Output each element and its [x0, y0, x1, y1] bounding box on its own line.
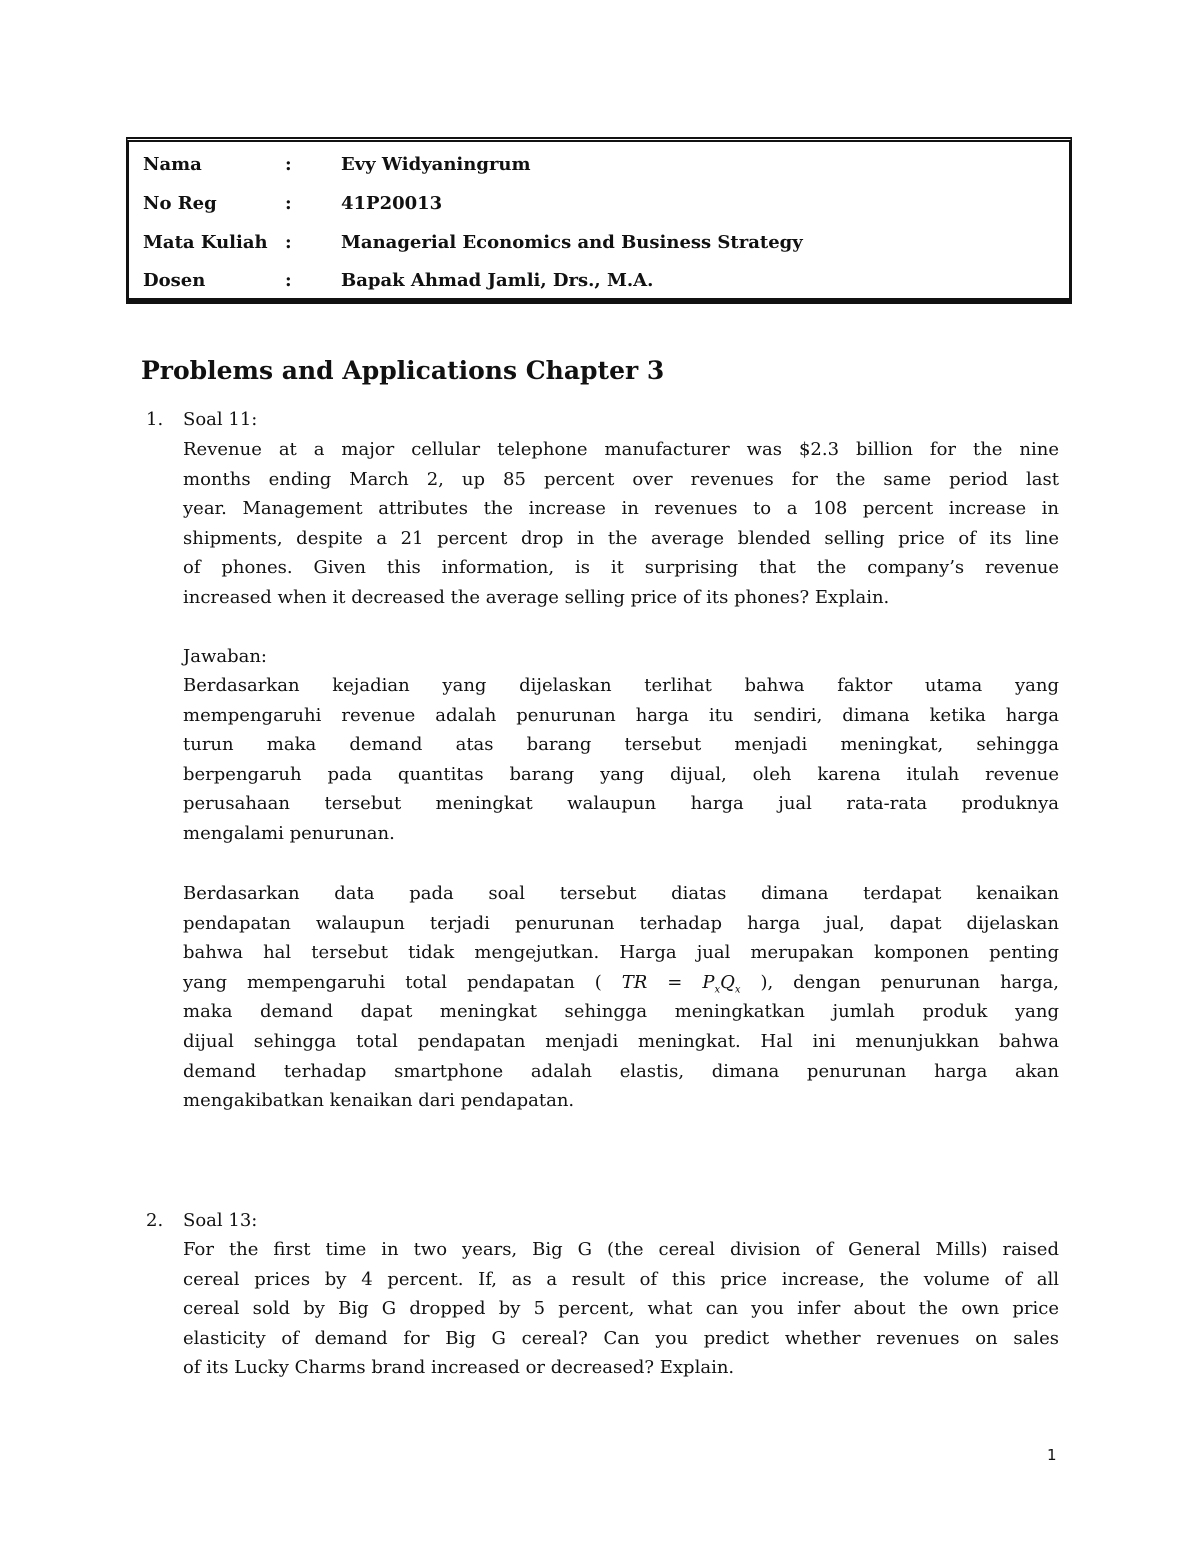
text: yang mempengaruhi total pendapatan ( — [183, 971, 602, 993]
question-text-line: of its Lucky Charms brand increased or decreased? Explain. — [183, 1357, 735, 1379]
formula-equals: = — [667, 971, 683, 993]
answer-text-line: pendapatan walaupun terjadi penurunan terhadap harga jual, dapat dijelaskan — [183, 912, 1059, 934]
question-text-line: shipments, despite a 21 percent drop in the average blended selling price of its line — [183, 527, 1059, 549]
answer-text-line: mengakibatkan kenaikan dari pendapatan. — [183, 1090, 575, 1112]
student-info-box — [126, 137, 1072, 304]
info-label: Mata Kuliah — [143, 232, 268, 253]
info-label: Nama — [143, 154, 202, 175]
question-text-line: For the first time in two years, Big G (the cereal division of General Mills) raised — [183, 1239, 1059, 1260]
text: ), dengan penurunan harga, — [760, 971, 1059, 993]
answer-text-line: demand terhadap smartphone adalah elastis, dimana penurunan harga akan — [183, 1060, 1059, 1082]
question-text-line: of phones. Given this information, is it surprising that the company’s revenue — [183, 557, 1059, 579]
formula-tr: TR — [621, 971, 648, 993]
page-title: Problems and Applications Chapter 3 — [141, 356, 665, 385]
answer-text-line: perusahaan tersebut meningkat walaupun harga jual rata-rata produknya — [183, 793, 1059, 815]
formula-p: P — [702, 971, 715, 993]
question-text-line: cereal sold by Big G dropped by 5 percent, what can you infer about the own price — [183, 1298, 1059, 1320]
answer-text-line: maka demand dapat meningkat sehingga meningkatkan jumlah produk yang — [183, 1001, 1059, 1023]
question-text-line: increased when it decreased the average selling price of its phones? Explain. — [183, 587, 890, 608]
answer-text-line: mengalami penurunan. — [183, 823, 395, 844]
info-colon: : — [285, 193, 292, 214]
question-text-line: elasticity of demand for Big G cereal? Can you predict whether revenues on sales — [183, 1327, 1059, 1349]
page-number: 1 — [1047, 1446, 1057, 1464]
answer-text-line: Berdasarkan kejadian yang dijelaskan terlihat bahwa faktor utama yang — [183, 675, 1059, 696]
info-label: Dosen — [143, 270, 206, 291]
answer-formula-line — [183, 972, 1059, 1002]
answer-text-line: dijual sehingga total pendapatan menjadi meningkat. Hal ini menunjukkan bahwa — [183, 1031, 1059, 1052]
answer-text-line: berpengaruh pada quantitas barang yang dijual, oleh karena itulah revenue — [183, 763, 1059, 785]
formula-sub: x — [714, 984, 721, 996]
info-colon: : — [285, 154, 292, 175]
question-text-line: Revenue at a major cellular telephone manufacturer was $2.3 billion for the nine — [183, 439, 1059, 460]
answer-text-line: mempengaruhi revenue adalah penurunan harga itu sendiri, dimana ketika harga — [183, 704, 1059, 726]
question-number: 1. — [146, 409, 164, 430]
question-text-line: cereal prices by 4 percent. If, as a result of this price increase, the volume of all — [183, 1268, 1059, 1290]
formula-pq — [702, 971, 741, 996]
info-value: Managerial Economics and Business Strategy — [341, 232, 803, 253]
info-value: Bapak Ahmad Jamli, Drs., M.A. — [341, 270, 654, 291]
info-value: Evy Widyaningrum — [341, 154, 531, 175]
answer-text-line: turun maka demand atas barang tersebut menjadi meningkat, sehingga — [183, 734, 1059, 756]
question-label: Soal 11: — [183, 409, 258, 430]
formula-q: Q — [720, 971, 735, 993]
question-number: 2. — [146, 1210, 164, 1231]
question-label: Soal 13: — [183, 1210, 258, 1231]
question-text-line: year. Management attributes the increase in revenues to a 108 percent increase in — [183, 498, 1059, 520]
answer-label: Jawaban: — [183, 646, 267, 667]
answer-text-line: bahwa hal tersebut tidak mengejutkan. Harga jual merupakan komponen penting — [183, 942, 1059, 964]
formula-sub: x — [734, 984, 741, 996]
info-label: No Reg — [143, 193, 217, 214]
info-colon: : — [285, 270, 292, 291]
info-colon: : — [285, 232, 292, 253]
question-text-line: months ending March 2, up 85 percent over revenues for the same period last — [183, 468, 1059, 490]
info-value: 41P20013 — [341, 193, 443, 214]
answer-text-line: Berdasarkan data pada soal tersebut diatas dimana terdapat kenaikan — [183, 883, 1059, 904]
